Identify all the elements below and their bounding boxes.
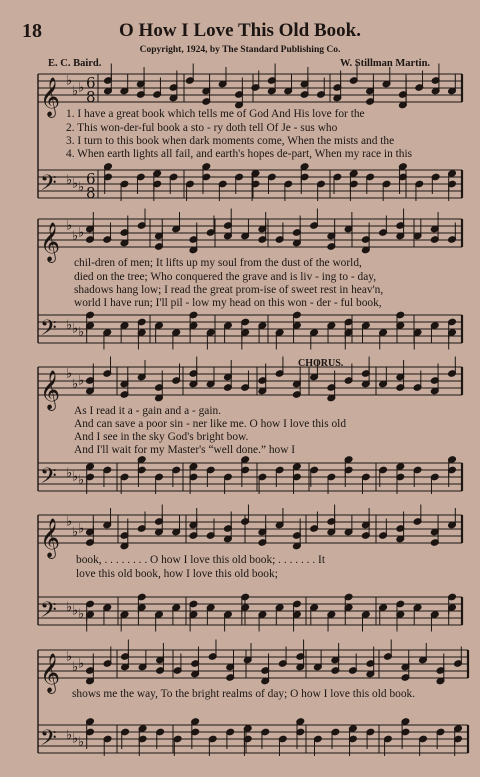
flat-icon: ♭	[78, 80, 85, 96]
treble-clef-icon: 𝄞	[40, 77, 61, 117]
time-signature: 6	[86, 170, 96, 188]
flat-icon: ♭	[72, 84, 79, 99]
lyric-line: chil-dren of men; It lifts up my soul from the dust of the world,	[74, 257, 362, 269]
bass-clef-icon: 𝄢	[40, 598, 57, 628]
bass-clef-icon: 𝄢	[40, 464, 57, 494]
lyric-line: 3. I turn to this book when dark moments come, When the mists and the	[66, 135, 395, 147]
time-signature: 8	[86, 88, 96, 106]
flat-icon: ♭	[72, 469, 79, 485]
lyric-line: And I see in the sky God's bright bow.	[74, 431, 249, 443]
lyric-line: world I have run; I'll pil - low my head on this won - der - ful book,	[74, 297, 382, 309]
flat-icon: ♭	[72, 603, 79, 619]
flat-icon: ♭	[72, 731, 79, 747]
flat-icon: ♭	[78, 656, 85, 672]
lyric-line: And I'll wait for my Master's “well done.” how I	[74, 444, 296, 456]
bass-clef-icon: 𝄢	[40, 171, 57, 201]
flat-icon: ♭	[66, 514, 73, 530]
flat-icon: ♭	[66, 600, 73, 615]
flat-icon: ♭	[66, 466, 73, 481]
flat-icon: ♭	[78, 735, 85, 750]
flat-icon: ♭	[78, 521, 85, 537]
lyric-line: died on the tree; Who conquered the grave and is liv - ing to - day,	[74, 271, 377, 283]
chorus-label: CHORUS.	[298, 358, 344, 369]
treble-clef-icon: 𝄞	[40, 370, 61, 410]
flat-icon: ♭	[66, 73, 73, 89]
flat-icon: ♭	[66, 218, 73, 234]
hymn-title: O How I Love This Old Book.	[119, 20, 361, 41]
flat-icon: ♭	[72, 229, 79, 244]
flat-icon: ♭	[66, 318, 73, 333]
lyric-line: shows me the way, To the bright realms of day; O how I love this old book.	[72, 688, 416, 700]
lyric-line: shadows hang low; I read the great prom-ise of sweet rest in heav'n,	[74, 284, 384, 296]
composer-credit: W. Stillman Martin.	[340, 58, 431, 69]
lyric-line: As I read it a - gain and a - gain.	[74, 405, 222, 417]
flat-icon: ♭	[66, 173, 73, 188]
hymn-number: 18	[22, 20, 42, 42]
flat-icon: ♭	[72, 525, 79, 540]
flat-icon: ♭	[66, 728, 73, 743]
lyric-line: 1. I have a great book which tells me of God And His love for the	[66, 108, 365, 120]
flat-icon: ♭	[72, 377, 79, 392]
lyric-line: book, . . . . . . . . O how I love this old book; . . . . . . . It	[76, 554, 326, 566]
copyright-notice: Copyright, 1924, by The Standard Publishing Co.	[139, 45, 341, 55]
flat-icon: ♭	[66, 649, 73, 665]
flat-icon: ♭	[78, 473, 85, 488]
treble-clef-icon: 𝄞	[40, 518, 61, 558]
lyric-line: 2. This won-der-ful book a sto - ry doth tell Of Je - sus who	[66, 122, 338, 134]
flat-icon: ♭	[66, 366, 73, 382]
bass-clef-icon: 𝄢	[40, 316, 57, 346]
lyric-line: And can save a poor sin - ner like me. O how I love this old	[74, 418, 347, 430]
flat-icon: ♭	[78, 225, 85, 241]
treble-clef-icon: 𝄞	[40, 653, 61, 693]
time-signature: 6	[86, 74, 96, 92]
flat-icon: ♭	[78, 373, 85, 389]
flat-icon: ♭	[78, 325, 85, 340]
treble-clef-icon: 𝄞	[40, 222, 61, 262]
time-signature: 8	[86, 184, 96, 202]
lyricist-credit: E. C. Baird.	[48, 58, 102, 69]
flat-icon: ♭	[72, 321, 79, 337]
flat-icon: ♭	[72, 660, 79, 675]
lyric-line: 4. When earth lights all fail, and earth's hopes de-part, When my race in this	[66, 148, 413, 160]
flat-icon: ♭	[78, 607, 85, 622]
bass-clef-icon: 𝄢	[40, 726, 57, 756]
flat-icon: ♭	[72, 176, 79, 192]
flat-icon: ♭	[78, 180, 85, 195]
lyric-line: love this old book, how I love this old book;	[76, 568, 278, 580]
